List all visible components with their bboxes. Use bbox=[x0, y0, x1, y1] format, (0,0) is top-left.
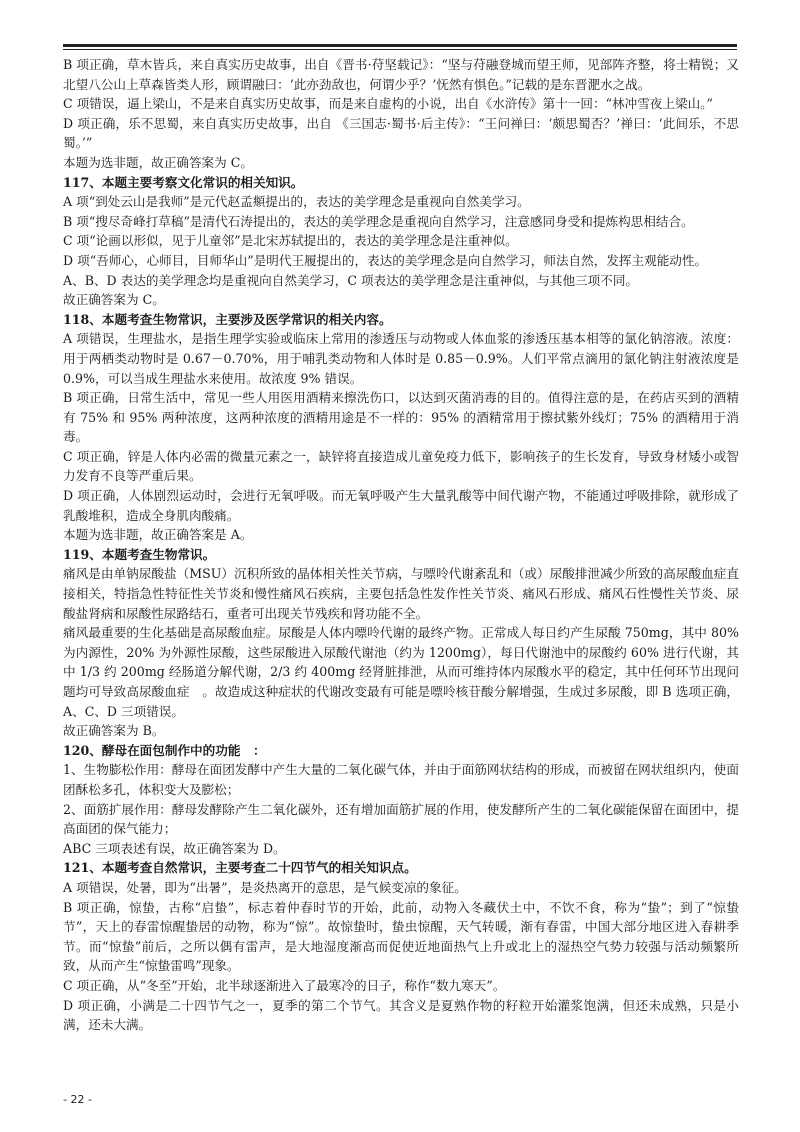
paragraph: A、B、D 表达的美学理念均是重视向自然美学习，C 项表达的美学理念是注重神似，与其他三项不同。 bbox=[63, 272, 639, 288]
paragraph: C 项正确，锌是人体内必需的微量元素之一，缺锌将直接造成儿童免疫力低下，影响孩子的生长发育，导致身材矮小或智力发育不良等严重后果。 bbox=[63, 448, 739, 484]
question-heading: 121、本题考查自然常识，主要考查二十四节气的相关知识点。 bbox=[63, 860, 417, 876]
paragraph: 本题为选非题，故正确答案为 C。 bbox=[63, 154, 253, 170]
paragraph: D 项“吾师心，心师目，目师华山”是明代王履提出的，表达的美学理念是向自然学习，师法自然，发挥主观能动性。 bbox=[63, 252, 708, 268]
paragraph: C 项“论画以形似，见于儿童邻”是北宋苏轼提出的，表达的美学理念是注重神似。 bbox=[63, 233, 518, 249]
question-heading: 118、本题考查生物常识，主要涉及医学常识的相关内容。 bbox=[63, 311, 392, 327]
paragraph: A 项错误，生理盐水，是指生理学实验或临床上常用的渗透压与动物或人体血浆的渗透压基本相等的氯化钠溶液。浓度：用于两栖类动物时是 0.67－0.70%，用于哺乳类动物和人体时是 0.85－0.9%。人们平常点滴用的氯化钠注射液浓度是 0.9%，可以当成生理盐水来使用。故浓度 9% 错误。 bbox=[63, 331, 739, 386]
document-body bbox=[63, 55, 739, 1035]
paragraph: B 项“搜尽奇峰打草稿”是清代石涛提出的，表达的美学理念是重视向自然学习，注意感同身受和提炼构思相结合。 bbox=[63, 213, 694, 229]
paragraph: A 项“到处云山是我师”是元代赵孟頫提出的，表达的美学理念是重视向自然美学习。 bbox=[63, 194, 530, 210]
paragraph: D 项正确，人体剧烈运动时，会进行无氧呼吸。而无氧呼吸产生大量乳酸等中间代谢产物，不能通过呼吸排除，就形成了乳酸堆积，造成全身肌肉酸痛。 bbox=[63, 488, 739, 523]
paragraph: 痛风最重要的生化基础是高尿酸血症。尿酸是人体内嘌呤代谢的最终产物。正常成人每日约产生尿酸 750mg，其中 80% 为内源性，20% 为外源性尿酸，这些尿酸进入尿酸代谢池（约为 1200mg），每日代谢池中的尿酸约 60% 进行代谢，其中 1/3 约 200mg 经肠道分解代谢，2/3 约 400mg 经肾脏排泄，从而可维持体内尿酸水平的稳定，其中任何环节出现问题均可导致高尿酸血症 。故造成这种症状的代谢改变最有可能是嘌呤核苷酸分解增强，生成过多尿酸，即 B 选项正确，A、C、D 三项错误。 bbox=[63, 625, 739, 719]
paragraph: ABC 三项表述有误，故正确答案为 D。 bbox=[63, 840, 286, 856]
paragraph: B 项正确，日常生活中，常见一些人用医用酒精来擦洗伤口，以达到灭菌消毒的目的。值得注意的是，在药店买到的酒精有 75% 和 95% 两种浓度，这两种浓度的酒精用途是不一样的：95% 的酒精常用于擦拭紫外线灯；75% 的酒精用于消毒。 bbox=[63, 390, 739, 445]
question-heading: 119、本题考查生物常识。 bbox=[63, 546, 216, 562]
paragraph: D 项正确，小满是二十四节气之一，夏季的第二个节气。其含义是夏熟作物的籽粒开始灌浆饱满，但还未成熟，只是小满，还未大满。 bbox=[63, 997, 739, 1033]
paragraph: 痛风是由单钠尿酸盐（MSU）沉积所致的晶体相关性关节病，与嘌呤代谢紊乱和（或）尿酸排泄减少所致的高尿酸血症直接相关，特指急性特征性关节炎和慢性痛风石疾病，主要包括急性发作性关节炎、痛风石形成、痛风石性慢性关节炎、尿酸盐肾病和尿酸性尿路结石，重者可出现关节残疾和肾功能不全。 bbox=[63, 566, 739, 621]
question-heading: 120、酵母在面包制作中的功能 ： bbox=[63, 742, 266, 758]
header-rule-thin bbox=[63, 49, 737, 50]
paragraph: A 项错误，处暑，即为“出暑”，是炎热离开的意思，是气候变凉的象征。 bbox=[63, 879, 467, 895]
paragraph: 本题为选非题，故正确答案是 A。 bbox=[63, 527, 253, 543]
paragraph: C 项错误，逼上梁山，不是来自真实历史故事，而是来自虚构的小说，出自《水浒传》第十一回：“林冲雪夜上梁山。” bbox=[63, 96, 713, 112]
paragraph: 故正确答案为 C。 bbox=[63, 292, 165, 308]
paragraph: 故正确答案为 B。 bbox=[63, 723, 165, 739]
paragraph: 1、生物膨松作用：酵母在面团发酵中产生大量的二氧化碳气体，并由于面筋网状结构的形成，而被留在网状组织内，使面团酥松多孔，体积变大及膨松； bbox=[63, 762, 739, 797]
question-heading: 117、本题主要考察文化常识的相关知识。 bbox=[63, 174, 304, 190]
header-rule-thick bbox=[63, 44, 737, 47]
paragraph: C 项正确，从“冬至”开始，北半球逐渐进入了最寒冷的日子，称作“数九寒天”。 bbox=[63, 977, 506, 993]
page-number: - 22 - bbox=[63, 1093, 92, 1106]
paragraph: B 项正确，草木皆兵，来自真实历史故事，出自《晋书·苻坚载记》：“坚与苻融登城而望王师，见部阵齐整，将士精锐；又北望八公山上草森皆类人形，顾谓融曰：‘此亦劲敌也，何谓少乎？’怃然有惧色。”记载的是东晋淝水之战。 bbox=[63, 57, 739, 92]
paragraph: 2、面筋扩展作用：酵母发酵除产生二氧化碳外，还有增加面筋扩展的作用，使发酵所产生的二氧化碳能保留在面团中，提高面团的保气能力； bbox=[63, 801, 739, 837]
paragraph: B 项正确，惊蛰，古称“启蛰”，标志着仲春时节的开始，此前，动物入冬藏伏土中，不饮不食，称为“蛰”；到了“惊蛰节”，天上的春雷惊醒蛰居的动物，称为“惊”。故惊蛰时，蛰虫惊醒，天气转暖，渐有春雷，中国大部分地区进入春耕季节。而“惊蛰”前后，之所以偶有雷声，是大地湿度渐高而促使近地面热气上升或北上的湿热空气势力较强与活动频繁所致，从而产生“惊蛰雷鸣”现象。 bbox=[63, 899, 739, 974]
paragraph: D 项正确，乐不思蜀，来自真实历史故事，出自 《三国志·蜀书·后主传》：“王问禅曰：‘颇思蜀否？’禅曰：‘此间乐，不思蜀。’” bbox=[63, 115, 739, 151]
